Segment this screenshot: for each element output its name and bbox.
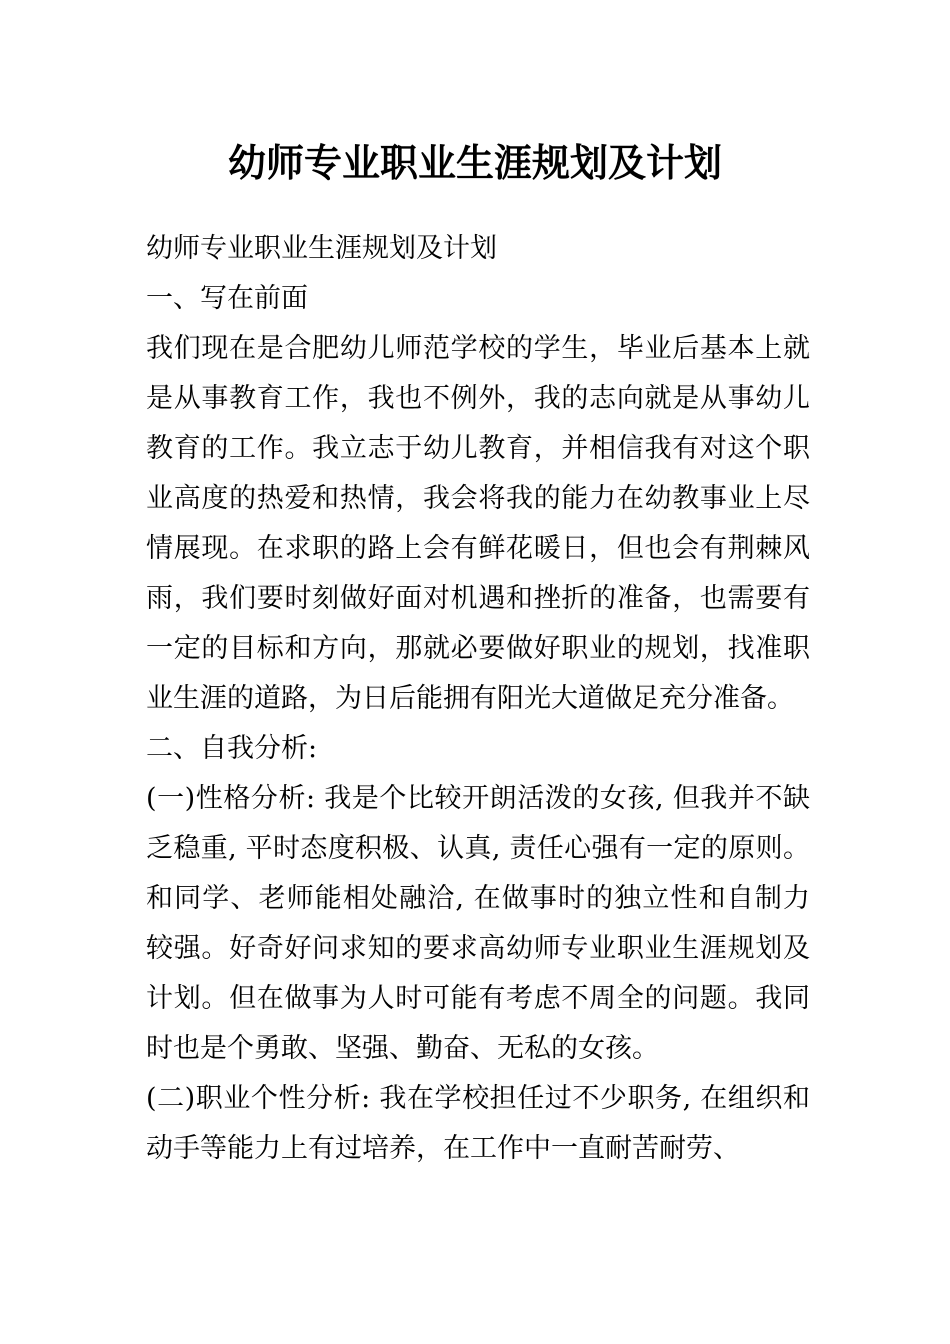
document-body: [146, 224, 810, 1174]
section-heading-self-analysis: 二、自我分析:: [146, 733, 318, 764]
paragraph-subtitle: 幼师专业职业生涯规划及计划: [146, 233, 497, 264]
section-heading-foreword: 一、写在前面: [146, 283, 308, 314]
document-title: 幼师专业职业生涯规划及计划: [227, 140, 722, 185]
paragraph-foreword: 我们现在是合肥幼儿师范学校的学生，毕业后基本上就是从事教育工作，我也不例外，我的志向就是从事幼儿教育的工作。我立志于幼儿教育，并相信我有对这个职业高度的热爱和热情，我会将我的能力在幼教事业上尽情展现。在求职的路上会有鲜花暖日，但也会有荆棘风雨，我们要时刻做好面对机遇和挫折的准备，也需要有一定的目标和方向，那就必要做好职业的规划，找准职业生涯的道路，为日后能拥有阳光大道做足充分准备。: [146, 333, 810, 714]
paragraph-career-personality-analysis: (二)职业个性分析: 我在学校担任过不少职务, 在组织和动手等能力上有过培养，在工作中一直耐苦耐劳、: [146, 1083, 810, 1164]
paragraph-personality-analysis: (一)性格分析: 我是个比较开朗活泼的女孩, 但我并不缺乏稳重, 平时态度积极、认真, 责任心强有一定的原则。和同学、老师能相处融洽, 在做事时的独立性和自制力较强。好奇好问求知的要求高幼师专业职业生涯规划及计划。但在做事为人时可能有考虑不周全的问题。我同时也是个勇敢、坚强、勤奋、无私的女孩。: [146, 783, 810, 1064]
